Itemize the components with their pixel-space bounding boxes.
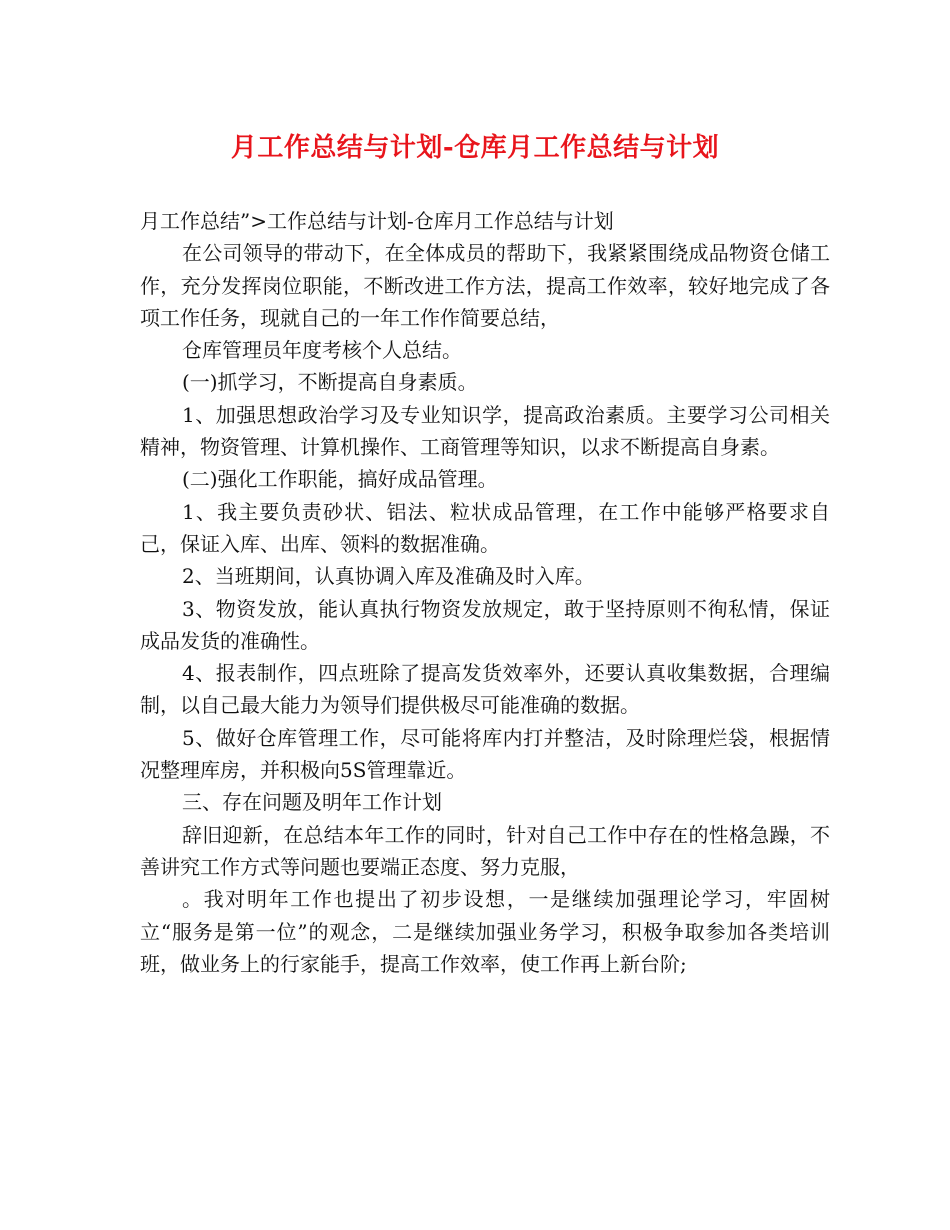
duty-item-5: 5、做好仓库管理工作，尽可能将库内打并整洁，及时除理烂袋，根据情况整理库房，并积极向5S管理靠近。 [140, 725, 830, 783]
document-title: 月工作总结与计划-仓库月工作总结与计划 [230, 133, 720, 163]
duty-item-4: 4、报表制作，四点班除了提高发货效率外，还要认真收集数据，合理编制，以自己最大能力为领导们提供极尽可能准确的数据。 [140, 661, 830, 718]
duty-item-1: 1、我主要负责砂状、铝法、粒状成品管理，在工作中能够严格要求自己，保证入库、出库、领料的数据准确。 [140, 499, 830, 556]
plan-paragraph-1: 辞旧迎新，在总结本年工作的同时，针对自己工作中存在的性格急躁，不善讲究工作方式等问题也要端正态度、努力克服， [140, 822, 830, 879]
duty-item-2: 2、当班期间，认真协调入库及准确及时入库。 [182, 564, 595, 589]
intro-paragraph: 在公司领导的带动下，在全体成员的帮助下，我紧紧围绕成品物资仓储工作，充分发挥岗位职能，不断改进工作方法，提高工作效率，较好地完成了各项工作任务，现就自己的一年工作作简要总结， [140, 241, 830, 330]
section-heading-plan: 三、存在问题及明年工作计划 [182, 790, 442, 815]
study-item-1: 1、加强思想政治学习及专业知识学，提高政治素质。主要学习公司相关精神，物资管理、计算机操作、工商管理等知识，以求不断提高自身素。 [140, 402, 830, 460]
section-heading-duties: (二)强化工作职能，搞好成品管理。 [182, 467, 498, 492]
summary-heading: 仓库管理员年度考核个人总结。 [182, 338, 462, 363]
breadcrumb-line: 月工作总结”>工作总结与计划-仓库月工作总结与计划 [140, 209, 614, 233]
plan-paragraph-2: 。我对明年工作也提出了初步设想，一是继续加强理论学习，牢固树立“服务是第一位”的观念，二是继续加强业务学习，积极争取参加各类培训班，做业务上的行家能手，提高工作效率，使工作再上新台阶; [140, 887, 830, 976]
duty-item-3: 3、物资发放，能认真执行物资发放规定，敢于坚持原则不徇私情，保证成品发货的准确性。 [140, 596, 830, 653]
section-heading-study: (一)抓学习，不断提高自身素质。 [182, 370, 478, 395]
document-body [140, 205, 830, 980]
